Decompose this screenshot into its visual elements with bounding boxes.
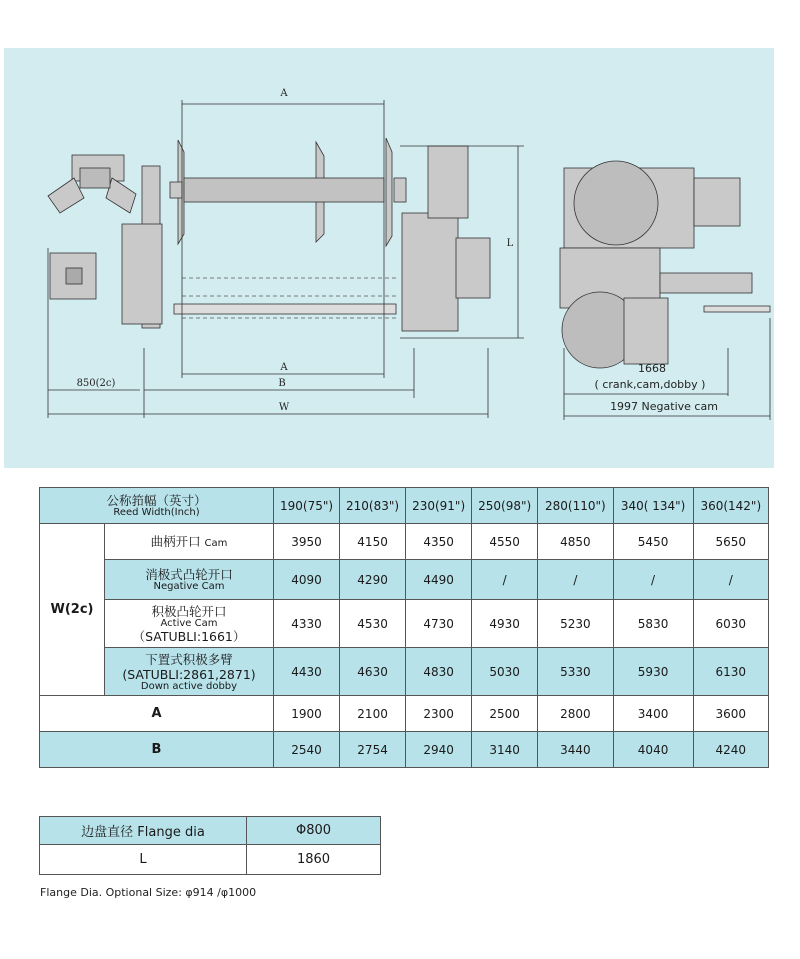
flange-note: Flange Dia. Optional Size: φ914 /φ1000 <box>40 886 257 899</box>
dim-850: 850(2c) <box>76 378 116 389</box>
right-gearbox <box>456 238 490 298</box>
beam-shaft <box>184 178 384 202</box>
flange-3 <box>386 138 392 246</box>
motor-left <box>48 178 84 213</box>
flange-row <box>40 845 381 875</box>
flange-header-row <box>40 817 381 845</box>
row-label: 下置式积极多臂 (SATUBLI:2861,2871) Down active dobby <box>105 648 274 696</box>
spec-table <box>39 487 769 768</box>
width-col: 280(110") <box>538 488 613 524</box>
table-row: 下置式积极多臂 (SATUBLI:2861,2871) Down active dobby 4430 4630 4830 5030 5330 5930 6130 <box>40 648 769 696</box>
width-col: 360(142") <box>693 488 768 524</box>
right-top-box <box>428 146 468 218</box>
width-col: 210(83") <box>340 488 406 524</box>
flange-row-value: 1860 <box>247 845 381 875</box>
width-col: 340( 134") <box>613 488 693 524</box>
width-col: 190(75") <box>274 488 340 524</box>
flange-table <box>39 816 381 875</box>
dim-1668: 1668 <box>638 362 666 375</box>
flange-header-value: Φ800 <box>247 817 381 845</box>
dim-crank: ( crank,cam,dobby ) <box>594 378 706 391</box>
dim-w: W <box>278 402 290 413</box>
motor-right <box>106 178 136 213</box>
side-view-arm <box>660 273 752 293</box>
dim-1997: 1997 Negative cam <box>610 400 718 413</box>
row-label: 积极凸轮开口 Active Cam （SATUBLI:1661） <box>105 600 274 648</box>
side-view-motor <box>694 178 740 226</box>
table-row: 积极凸轮开口 Active Cam （SATUBLI:1661） 4330 4530 4730 4930 5230 5830 6030 <box>40 600 769 648</box>
technical-drawing <box>4 48 774 468</box>
table-header-row <box>40 488 769 524</box>
dim-l: L <box>506 238 514 249</box>
dim-a-top: A <box>280 88 288 99</box>
bottom-bar <box>174 304 396 314</box>
dim-a-bottom: A <box>280 362 288 373</box>
w-label: W(2c) <box>40 524 105 696</box>
width-col: 230(91") <box>406 488 472 524</box>
left-base <box>122 224 162 324</box>
table-row: 消极式凸轮开口 Negative Cam 4090 4290 4490 / / / / <box>40 560 769 600</box>
right-frame <box>402 213 458 331</box>
dim-b: B <box>278 378 286 389</box>
width-col: 250(98") <box>472 488 538 524</box>
reed-width-header: 公称筘幅（英寸） Reed Width(Inch) <box>40 488 274 524</box>
table-row-b: B 2540 2754 2940 3140 3440 4040 4240 <box>40 732 769 768</box>
table-row: W(2c) 曲柄开口 Cam 3950 4150 4350 4550 4850 5450 5650 <box>40 524 769 560</box>
row-label: 消极式凸轮开口 Negative Cam <box>105 560 274 600</box>
flange-header-label: 边盘直径 Flange dia <box>40 817 247 845</box>
flange-row-label: L <box>40 845 247 875</box>
row-label: 曲柄开口 Cam <box>105 524 274 560</box>
table-row-a: A 1900 2100 2300 2500 2800 3400 3600 <box>40 696 769 732</box>
